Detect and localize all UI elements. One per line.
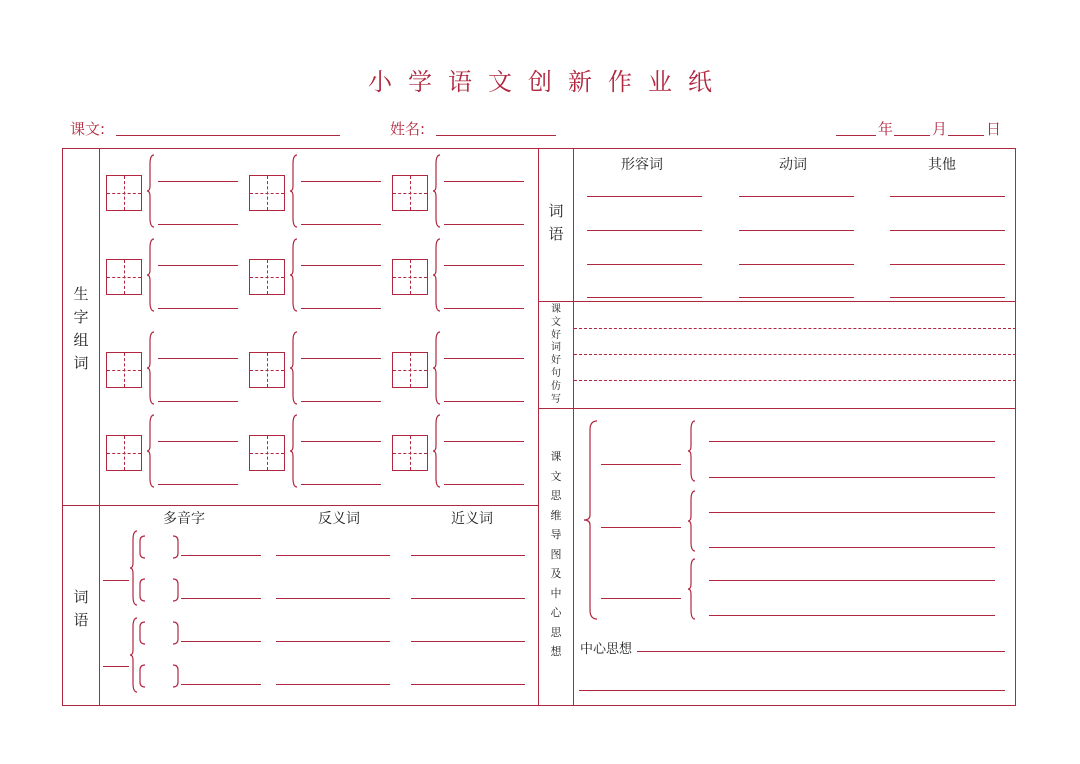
- label-char: 组: [73, 331, 89, 349]
- fanyici-line[interactable]: [276, 684, 390, 685]
- year-label: 年: [878, 120, 894, 138]
- pinyin-bracket-icon[interactable]: [137, 664, 181, 688]
- tianzige-box[interactable]: [392, 435, 428, 471]
- pinyin-bracket-icon[interactable]: [137, 621, 181, 645]
- word-line[interactable]: [301, 224, 381, 225]
- dongci-heading: 动词: [779, 157, 807, 173]
- jinyici-line[interactable]: [411, 641, 525, 642]
- brace-icon: [146, 238, 156, 312]
- word-line[interactable]: [301, 181, 381, 182]
- word-line[interactable]: [158, 441, 238, 442]
- label-char: 生: [73, 285, 89, 303]
- word-line[interactable]: [444, 224, 524, 225]
- page-title: [0, 62, 1080, 97]
- label-char: 语: [548, 225, 564, 243]
- word-line[interactable]: [158, 181, 238, 182]
- duoyinzi-line[interactable]: [181, 555, 261, 556]
- dongci-line[interactable]: [739, 297, 854, 298]
- tianzige-box[interactable]: [106, 259, 142, 295]
- writing-line-1[interactable]: [574, 328, 1016, 329]
- qita-heading: 其他: [928, 157, 956, 173]
- word-line[interactable]: [444, 265, 524, 266]
- lesson-field[interactable]: [116, 135, 340, 136]
- brace-icon: [432, 414, 442, 488]
- word-line[interactable]: [158, 484, 238, 485]
- tianzige-box[interactable]: [106, 352, 142, 388]
- name-label: 姓名:: [390, 120, 426, 138]
- month-label: 月: [932, 120, 948, 138]
- xingrongci-line[interactable]: [587, 264, 702, 265]
- brace-icon: [687, 490, 697, 552]
- central-idea-line-2[interactable]: [579, 690, 1005, 691]
- label-char: 句: [551, 367, 561, 379]
- xingrongci-heading: 形容词: [621, 157, 663, 173]
- word-line[interactable]: [444, 358, 524, 359]
- xingrongci-line[interactable]: [587, 196, 702, 197]
- label-char: 心: [550, 606, 562, 619]
- left-label-divider: [99, 148, 100, 706]
- day-field[interactable]: [948, 135, 984, 136]
- month-field[interactable]: [894, 135, 930, 136]
- qita-line[interactable]: [890, 264, 1005, 265]
- label-char: 文: [551, 316, 561, 328]
- right-divider-2: [538, 408, 1016, 409]
- label-char: 写: [551, 393, 561, 405]
- mindmap-branch-line[interactable]: [601, 598, 681, 599]
- duoyinzi-line[interactable]: [181, 598, 261, 599]
- label-char: 课: [551, 304, 561, 315]
- connector-line[interactable]: [103, 580, 129, 581]
- mindmap-detail-line[interactable]: [709, 615, 995, 616]
- title-char: 业: [648, 68, 672, 96]
- name-field[interactable]: [436, 135, 556, 136]
- middle-divider: [538, 148, 539, 706]
- label-char: 词: [548, 202, 564, 220]
- label-char: 语: [73, 611, 89, 629]
- right-label-divider: [573, 148, 574, 706]
- word-line[interactable]: [444, 181, 524, 182]
- qita-line[interactable]: [890, 196, 1005, 197]
- word-line[interactable]: [301, 401, 381, 402]
- title-char: 纸: [688, 68, 712, 96]
- mindmap-detail-line[interactable]: [709, 441, 995, 442]
- label-char: 中: [550, 586, 562, 600]
- word-line[interactable]: [158, 308, 238, 309]
- tianzige-box[interactable]: [392, 259, 428, 295]
- word-line[interactable]: [301, 358, 381, 359]
- label-char: 课: [550, 450, 562, 463]
- writing-line-2[interactable]: [574, 354, 1016, 355]
- duoyinzi-heading: 多音字: [163, 511, 205, 527]
- day-label: 日: [986, 120, 1002, 138]
- tianzige-box[interactable]: [249, 435, 285, 471]
- mindmap-branch-line[interactable]: [601, 464, 681, 465]
- duoyinzi-line[interactable]: [181, 641, 261, 642]
- ciyu-left-label: [70, 586, 92, 632]
- label-char: 维: [550, 508, 562, 522]
- word-line[interactable]: [444, 484, 524, 485]
- tianzige-box[interactable]: [249, 259, 285, 295]
- pinyin-bracket-icon[interactable]: [137, 578, 181, 602]
- central-idea-line-1[interactable]: [637, 651, 1005, 652]
- year-field[interactable]: [836, 135, 876, 136]
- fanyici-line[interactable]: [276, 598, 390, 599]
- title-char: 创: [528, 68, 552, 96]
- xingrongci-line[interactable]: [587, 230, 702, 231]
- jinyici-line[interactable]: [411, 684, 525, 685]
- dongci-line[interactable]: [739, 196, 854, 197]
- label-char: 好: [551, 329, 561, 341]
- connector-line[interactable]: [103, 666, 129, 667]
- right-divider-1: [538, 301, 1016, 302]
- word-line[interactable]: [444, 308, 524, 309]
- title-char: 新: [568, 68, 592, 96]
- duoyinzi-line[interactable]: [181, 684, 261, 685]
- brace-icon: [432, 154, 442, 228]
- brace-icon: [146, 414, 156, 488]
- mindmap-label: [546, 447, 566, 662]
- dongci-line[interactable]: [739, 264, 854, 265]
- lesson-label: 课文:: [70, 120, 106, 138]
- label-char: 及: [550, 567, 562, 580]
- title-char: 作: [608, 68, 632, 96]
- left-section-divider: [62, 505, 538, 506]
- jinyici-heading: 近义词: [451, 511, 493, 527]
- mindmap-detail-line[interactable]: [709, 547, 995, 548]
- mindmap-detail-line[interactable]: [709, 580, 995, 581]
- word-line[interactable]: [158, 224, 238, 225]
- label-char: 文: [550, 469, 562, 483]
- mindmap-detail-line[interactable]: [709, 477, 995, 478]
- title-char: 学: [408, 68, 432, 96]
- word-line[interactable]: [158, 401, 238, 402]
- haoci-haoju-label: [546, 304, 566, 406]
- label-char: 图: [550, 547, 562, 561]
- title-char: 小: [368, 68, 392, 96]
- brace-icon: [432, 238, 442, 312]
- xingrongci-line[interactable]: [587, 297, 702, 298]
- label-char: 导: [550, 528, 562, 541]
- pinyin-bracket-icon[interactable]: [137, 535, 181, 559]
- tianzige-box[interactable]: [249, 175, 285, 211]
- label-char: 好: [551, 355, 561, 367]
- brace-icon: [687, 558, 697, 620]
- label-char: 词: [551, 342, 561, 354]
- jinyici-line[interactable]: [411, 598, 525, 599]
- tianzige-box[interactable]: [106, 175, 142, 211]
- brace-icon: [289, 331, 299, 405]
- writing-line-3[interactable]: [574, 380, 1016, 381]
- title-char: 文: [488, 68, 512, 96]
- word-line[interactable]: [158, 358, 238, 359]
- word-line[interactable]: [301, 265, 381, 266]
- dongci-line[interactable]: [739, 230, 854, 231]
- brace-icon: [289, 238, 299, 312]
- mindmap-branch-line[interactable]: [601, 527, 681, 528]
- jinyici-line[interactable]: [411, 555, 525, 556]
- label-char: 仿: [551, 380, 561, 392]
- word-line[interactable]: [301, 308, 381, 309]
- tianzige-box[interactable]: [392, 352, 428, 388]
- brace-icon: [583, 420, 599, 620]
- label-char: 思: [550, 489, 562, 502]
- brace-icon: [687, 420, 697, 482]
- mindmap-detail-line[interactable]: [709, 512, 995, 513]
- label-char: 词: [73, 354, 89, 372]
- word-line[interactable]: [301, 484, 381, 485]
- word-line[interactable]: [301, 441, 381, 442]
- ciyu-right-label: [545, 200, 567, 246]
- tianzige-box[interactable]: [249, 352, 285, 388]
- qita-line[interactable]: [890, 230, 1005, 231]
- title-char: 语: [448, 68, 472, 96]
- central-idea-label: 中心思想: [580, 642, 633, 657]
- fanyici-line[interactable]: [276, 641, 390, 642]
- fanyici-heading: 反义词: [318, 511, 360, 527]
- label-char: 词: [73, 588, 89, 606]
- label-char: 思: [550, 625, 562, 639]
- tianzige-box[interactable]: [106, 435, 142, 471]
- shengzi-zuci-label: [70, 283, 92, 375]
- qita-line[interactable]: [890, 297, 1005, 298]
- word-line[interactable]: [444, 401, 524, 402]
- brace-icon: [146, 154, 156, 228]
- brace-icon: [289, 414, 299, 488]
- brace-icon: [289, 154, 299, 228]
- brace-icon: [432, 331, 442, 405]
- word-line[interactable]: [444, 441, 524, 442]
- word-line[interactable]: [158, 265, 238, 266]
- worksheet-frame: [62, 148, 1016, 706]
- fanyici-line[interactable]: [276, 555, 390, 556]
- brace-icon: [146, 331, 156, 405]
- label-char: 想: [550, 645, 562, 658]
- tianzige-box[interactable]: [392, 175, 428, 211]
- label-char: 字: [73, 308, 89, 326]
